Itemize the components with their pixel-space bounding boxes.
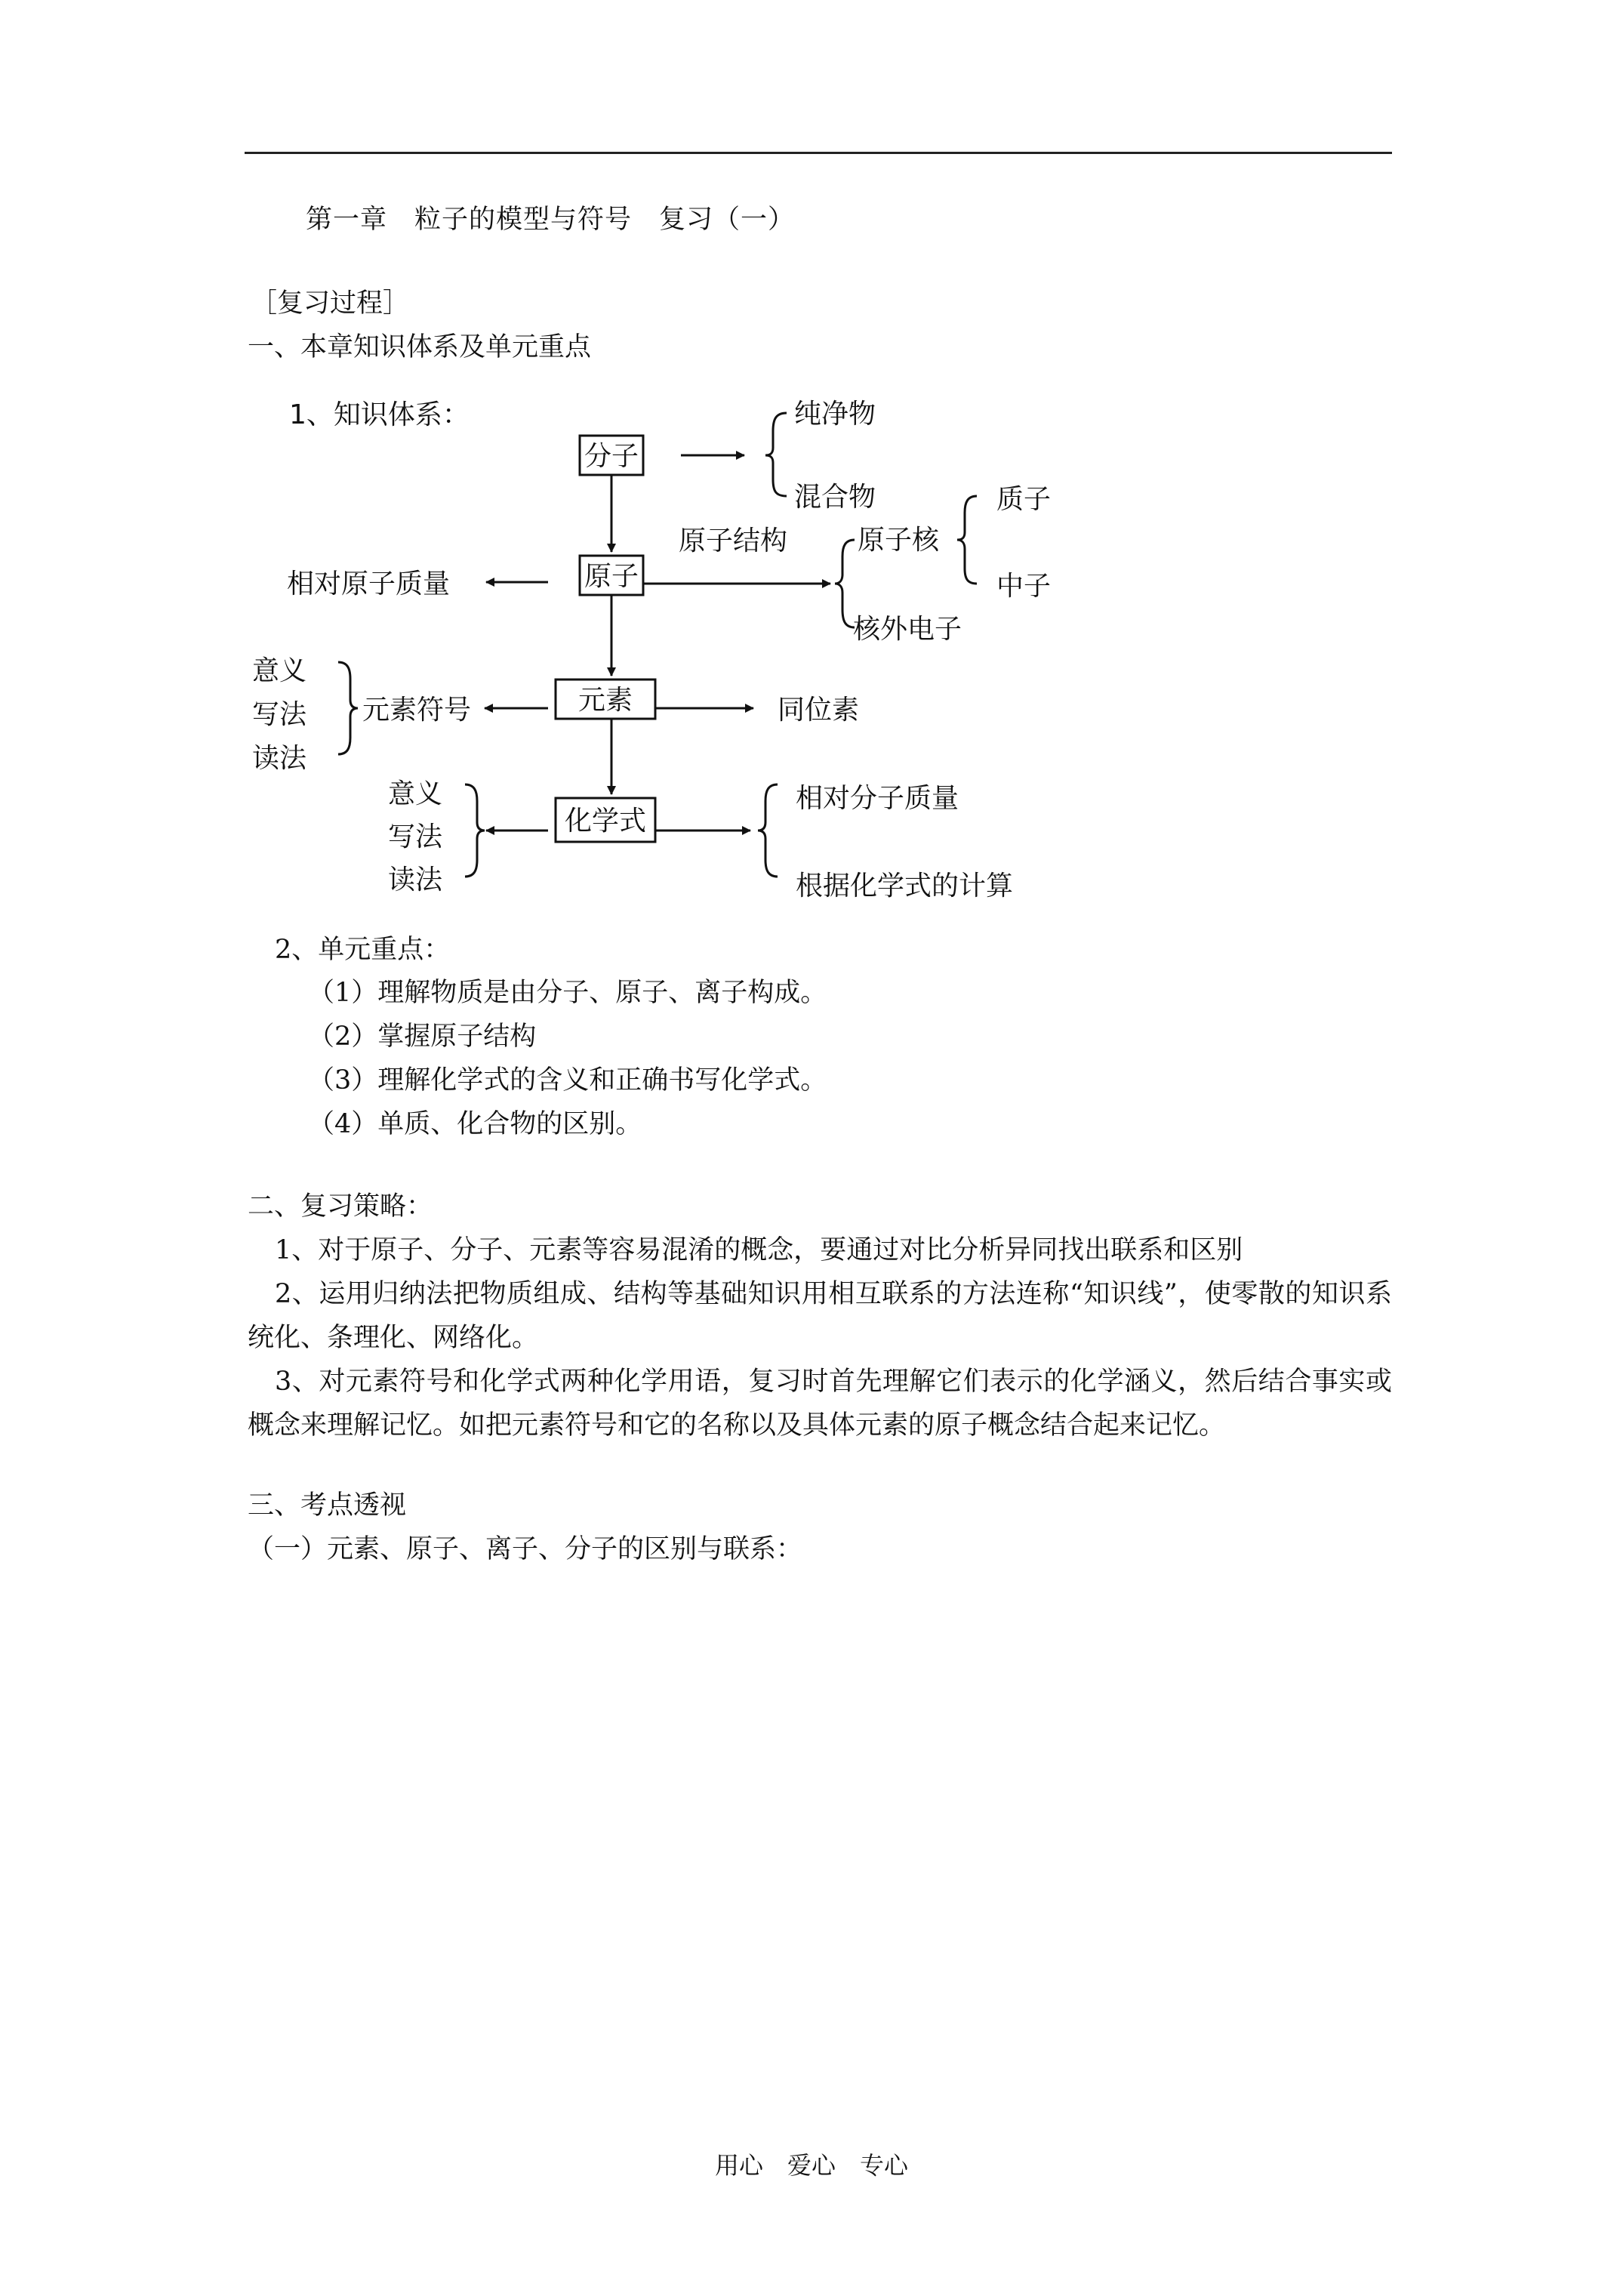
- brace-huaxueshi: [758, 784, 778, 877]
- label-huaxueshi: 化学式: [564, 806, 647, 837]
- brace-yuanzi: [835, 540, 855, 627]
- header-rule: [245, 152, 1392, 154]
- label-dufa-2: 读法: [388, 864, 443, 895]
- label-xiangduiyuanzizhiliang: 相对原子质量: [287, 569, 451, 599]
- label-tongweisu: 同位素: [778, 695, 860, 726]
- knowledge-system-label: 1、知识体系：: [289, 399, 470, 430]
- knowledge-diagram: [249, 381, 1095, 925]
- page-title: 第一章 粒子的模型与符号 复习（一）: [306, 205, 796, 235]
- brace-huaxueshi-left: [465, 784, 485, 877]
- label-jisuan: 根据化学式的计算: [796, 871, 1014, 901]
- label-xiangduifenzizhiliang: 相对分子质量: [796, 783, 959, 814]
- section-1-heading: 一、本章知识体系及单元重点: [248, 332, 592, 362]
- label-hewaidianzi: 核外电子: [853, 614, 962, 645]
- label-xiefa-2: 写法: [388, 821, 443, 852]
- key-points-label: 2、单元重点：: [275, 935, 451, 965]
- label-chunjingwu: 纯净物: [794, 399, 876, 430]
- section-3-heading: 三、考点透视: [248, 1490, 407, 1521]
- label-yiyi-1: 意义: [252, 655, 307, 686]
- label-yuansu: 元素: [577, 685, 633, 716]
- label-zhizi: 质子: [996, 484, 1052, 515]
- label-yuanzihe: 原子核: [858, 525, 940, 556]
- label-yuanzi: 原子: [584, 561, 639, 592]
- section-process-label: ［复习过程］: [251, 288, 410, 319]
- label-dufa-1: 读法: [252, 743, 307, 774]
- key-point-4: （4）单质、化合物的区别。: [308, 1109, 642, 1139]
- key-point-3: （3）理解化学式的含义和正确书写化学式。: [308, 1065, 827, 1096]
- section-3-sub-1: （一）元素、原子、离子、分子的区别与联系：: [248, 1534, 803, 1564]
- key-point-1: （1）理解物质是由分子、原子、离子构成。: [308, 978, 827, 1008]
- label-fenzi: 分子: [584, 441, 639, 472]
- strategy-item-2: 2、运用归纳法把物质组成、结构等基础知识用相互联系的方法连称“知识线”，使零散的知识系统化、条理化、网络化。: [248, 1279, 1392, 1353]
- page-footer: 用心 爱心 专心: [714, 2151, 908, 2180]
- strategy-item-3: 3、对元素符号和化学式两种化学用语，复习时首先理解它们表示的化学涵义，然后结合事实或概念来理解记忆。如把元素符号和它的名称以及具体元素的原子概念结合起来记忆。: [248, 1367, 1392, 1441]
- label-yiyi-2: 意义: [388, 778, 443, 809]
- strategy-item-1: 1、对于原子、分子、元素等容易混淆的概念，要通过对比分析异同找出联系和区别: [275, 1235, 1243, 1265]
- label-yuansufuhao: 元素符号: [362, 695, 472, 726]
- key-point-2: （2）掌握原子结构: [308, 1022, 537, 1052]
- label-zhongzi: 中子: [996, 571, 1052, 602]
- label-hunhewu: 混合物: [794, 482, 876, 513]
- label-xiefa-1: 写法: [252, 699, 307, 730]
- brace-yuansufuhao: [338, 662, 358, 754]
- brace-yuanzihe: [957, 496, 977, 584]
- section-2-heading: 二、复习策略：: [248, 1191, 433, 1222]
- label-yuanzijiegou: 原子结构: [679, 525, 788, 556]
- brace-fenzi: [765, 413, 787, 496]
